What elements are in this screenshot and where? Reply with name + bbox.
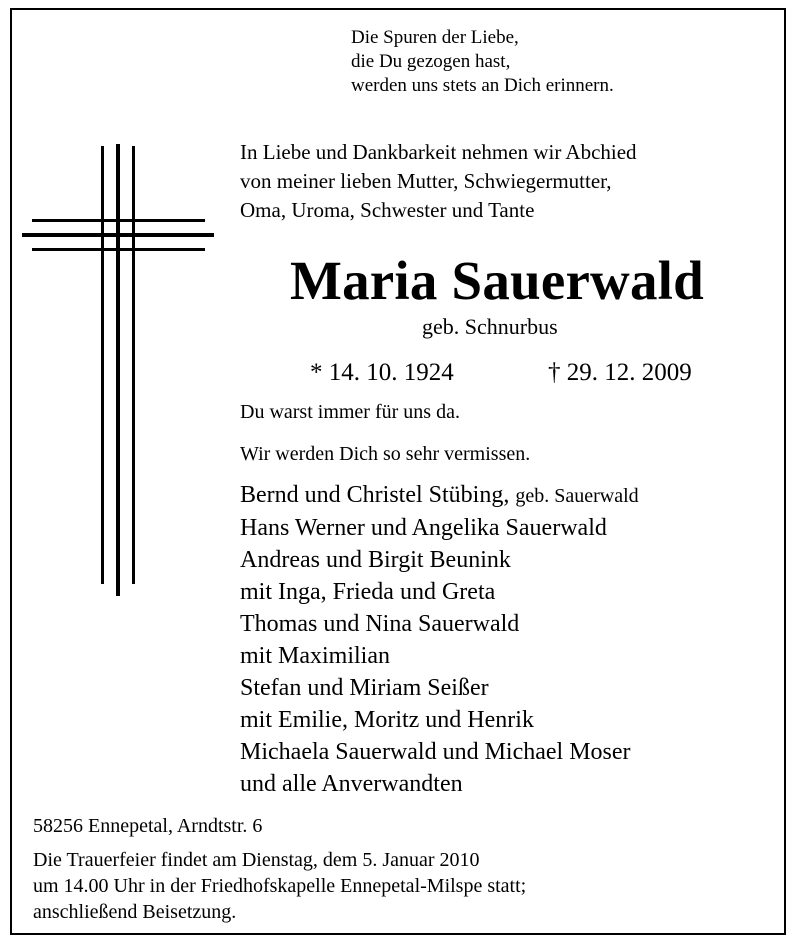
poem-line: die Du gezogen hast, (351, 51, 511, 72)
mourner-line: mit Emilie, Moritz und Henrik (240, 707, 534, 733)
mourner-line: Andreas und Birgit Beunink (240, 547, 511, 573)
funeral-info (33, 847, 526, 925)
tribute-line: Wir werden Dich so sehr vermissen. (240, 443, 531, 465)
mourner-line: und alle Anverwandten (240, 771, 463, 797)
mourner-line: Hans Werner und Angelika Sauerwald (240, 515, 607, 541)
tribute-line: Du warst immer für uns da. (240, 401, 460, 423)
intro-line: In Liebe und Dankbarkeit nehmen wir Abchied (240, 140, 637, 164)
birth-date: * 14. 10. 1924 (310, 359, 454, 386)
poem (351, 26, 614, 98)
intro-line: von meiner lieben Mutter, Schwiegermutter, (240, 169, 612, 193)
mourners-list (240, 479, 639, 800)
mourner-line: Stefan und Miriam Seißer (240, 675, 489, 701)
funeral-line: Die Trauerfeier findet am Dienstag, dem 5. Januar 2010 (33, 849, 480, 871)
mourner-line: mit Inga, Frieda und Greta (240, 579, 496, 605)
mourner-name: Bernd und Christel Stübing, (240, 482, 510, 508)
funeral-line: anschließend Beisetzung. (33, 901, 237, 923)
death-date: † 29. 12. 2009 (548, 359, 692, 386)
mourner-line: Thomas und Nina Sauerwald (240, 611, 520, 637)
address: 58256 Ennepetal, Arndtstr. 6 (33, 815, 263, 837)
poem-line: werden uns stets an Dich erinnern. (351, 75, 614, 96)
funeral-line: um 14.00 Uhr in der Friedhofskapelle Ennepetal-Milspe statt; (33, 875, 527, 897)
mourner-line: mit Maximilian (240, 643, 390, 669)
poem-line: Die Spuren der Liebe, (351, 27, 519, 48)
deceased-name: Maria Sauerwald (290, 250, 704, 311)
mourner-line: Michaela Sauerwald und Michael Moser (240, 739, 631, 765)
birth-name: geb. Schnurbus (422, 314, 558, 339)
mourner-line (240, 479, 639, 512)
intro-line: Oma, Uroma, Schwester und Tante (240, 198, 535, 222)
mourner-birth-name: geb. Sauerwald (515, 485, 639, 507)
cross-icon (22, 144, 214, 596)
intro-text (240, 138, 637, 225)
